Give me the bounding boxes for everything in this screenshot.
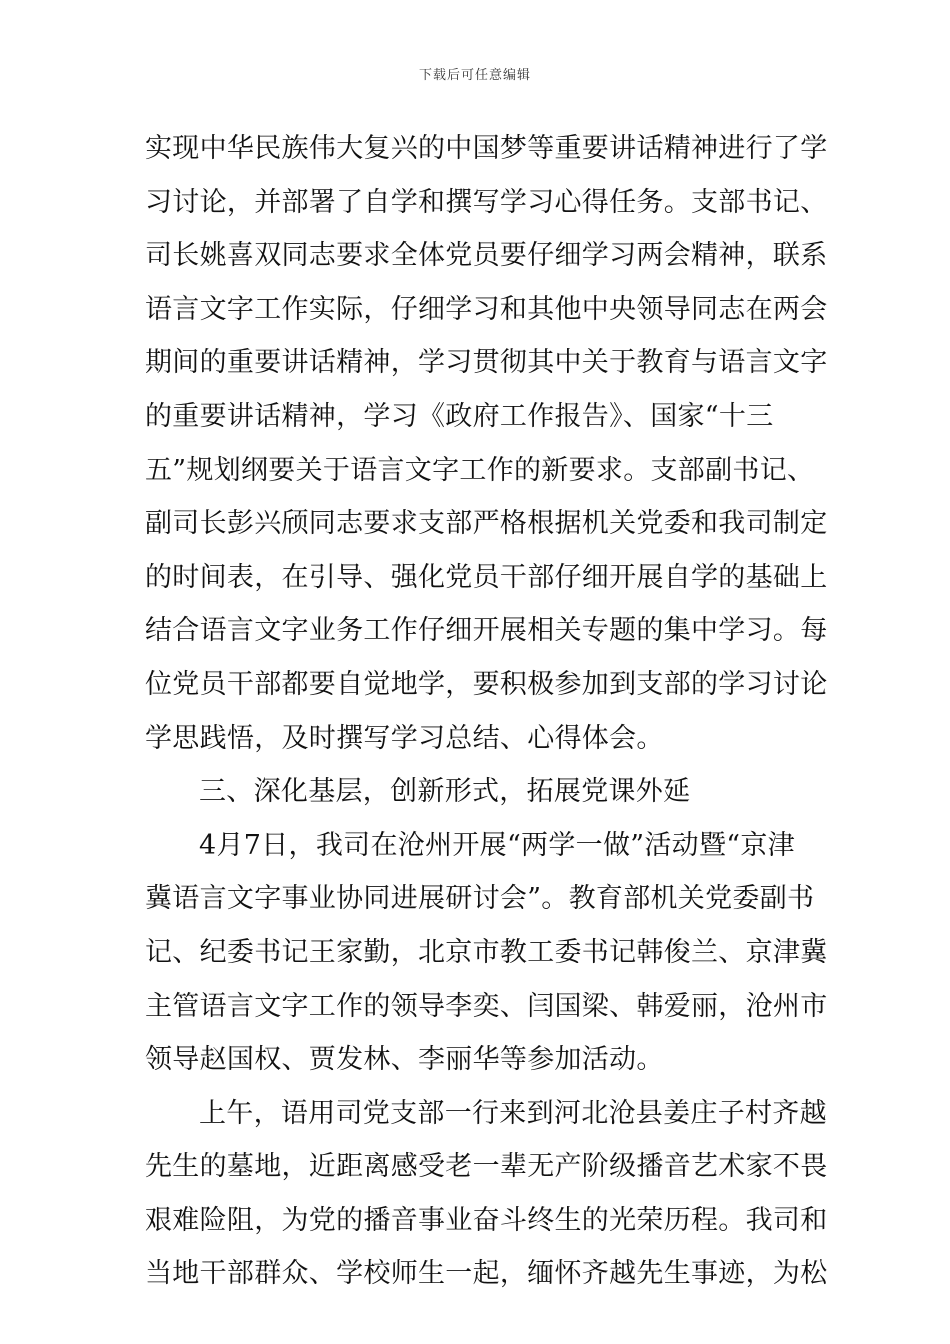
text-line: 语言文字工作实际，仔细学习和其他中央领导同志在两会	[145, 293, 828, 325]
text-line: 艰难险阻，为党的播音事业奋斗终生的光荣历程。我司和	[145, 1204, 828, 1236]
text-line: 4月7日，我司在沧州开展“两学一做”活动暨“京津	[199, 829, 795, 861]
text-line: 司长姚喜双同志要求全体党员要仔细学习两会精神，联系	[145, 240, 828, 272]
text-line: 五”规划纲要关于语言文字工作的新要求。支部副书记、	[145, 454, 815, 486]
text-line: 实现中华民族伟大复兴的中国梦等重要讲话精神进行了学	[145, 133, 828, 164]
text-line: 领导赵国权、贾发林、李丽华等参加活动。	[145, 1044, 664, 1076]
text-line: 副司长彭兴颀同志要求支部严格根据机关党委和我司制定	[145, 508, 828, 540]
text-line: 学思践悟，及时撰写学习总结、心得体会。	[145, 722, 664, 754]
text-line: 当地干部群众、学校师生一起，缅怀齐越先生事迹，为松	[145, 1258, 828, 1290]
text-line: 记、纪委书记王家勤，北京市教工委书记韩俊兰、京津冀	[145, 936, 828, 968]
text-line: 结合语言文字业务工作仔细开展相关专题的集中学习。每	[145, 615, 828, 647]
text-line: 先生的墓地，近距离感受老一辈无产阶级播音艺术家不畏	[145, 1151, 828, 1183]
text-line: 冀语言文字事业协同进展研讨会”。教育部机关党委副书	[145, 883, 815, 915]
text-line: 的重要讲话精神，学习《政府工作报告》、国家“十三	[145, 400, 774, 432]
text-line: 上午，语用司党支部一行来到河北沧县姜庄子村齐越	[199, 1097, 827, 1129]
page-header: 下载后可任意编辑	[418, 68, 531, 83]
text-line: 习讨论，并部署了自学和撰写学习心得任务。支部书记、	[145, 186, 828, 218]
text-line: 期间的重要讲话精神，学习贯彻其中关于教育与语言文字	[145, 347, 828, 379]
text-line: 主管语言文字工作的领导李奕、闫国梁、韩爱丽，沧州市	[145, 990, 828, 1022]
section-heading: 三、深化基层，创新形式，拓展党课外延	[199, 776, 691, 808]
text-line: 的时间表，在引导、强化党员干部仔细开展自学的基础上	[145, 561, 828, 593]
document-body	[145, 130, 828, 1309]
text-line: 位党员干部都要自觉地学，要积极参加到支部的学习讨论	[145, 668, 828, 700]
